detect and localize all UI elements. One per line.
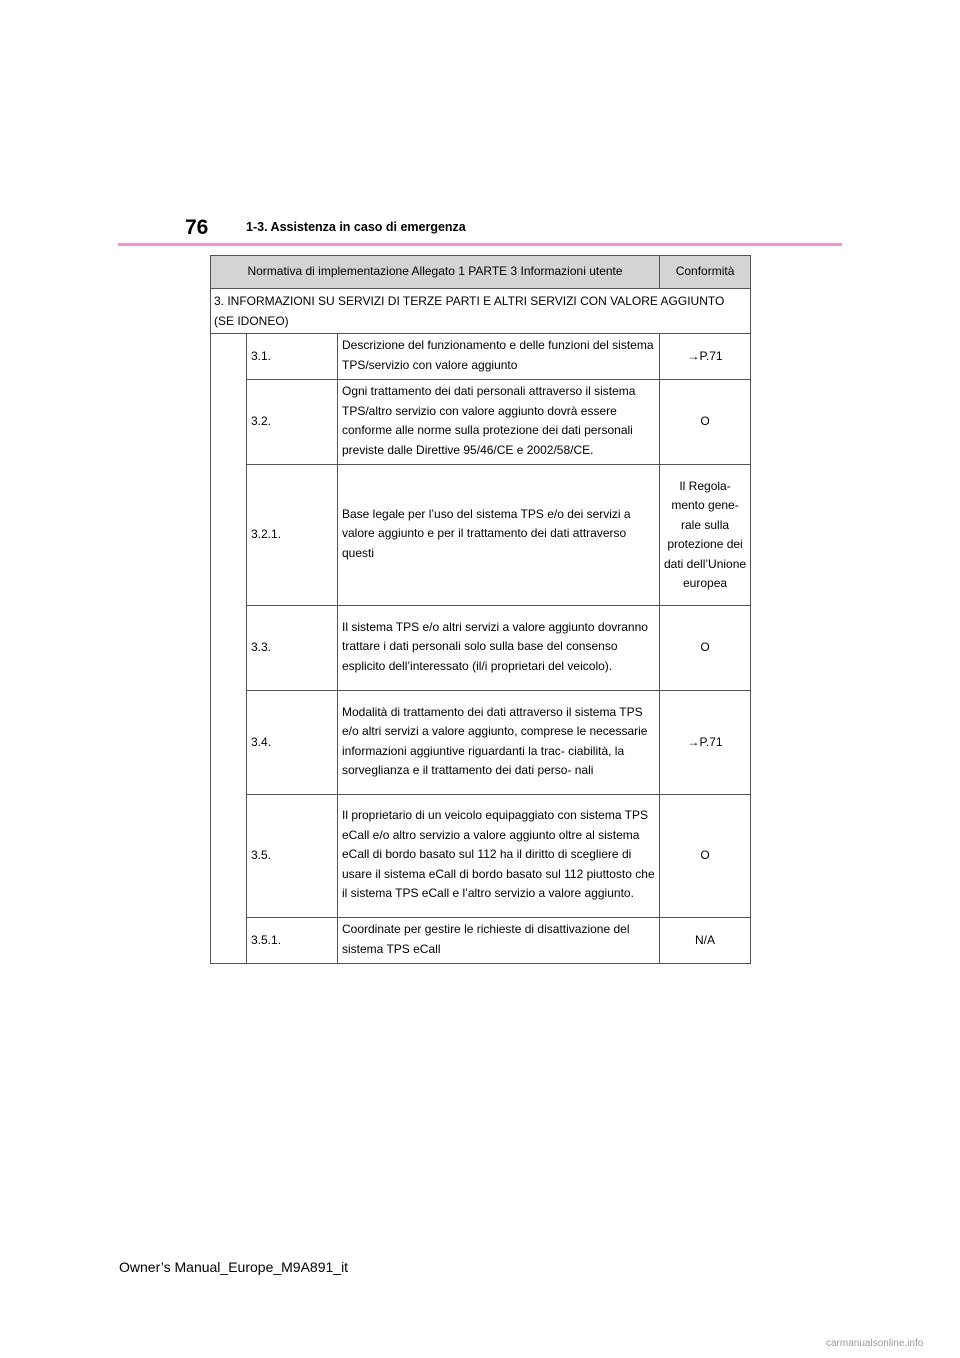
column-header-conformity: Conformità — [660, 256, 751, 289]
row-conformity: O — [660, 606, 751, 691]
indent-cell — [211, 334, 247, 964]
footer-manual-id: Owner’s Manual_Europe_M9A891_it — [119, 1259, 349, 1275]
table-row — [211, 795, 751, 918]
row-number: 3.5. — [247, 795, 338, 918]
row-conformity: →P.71 — [660, 691, 751, 795]
column-header-requirement: Normativa di implementazione Allegato 1 PARTE 3 Informazioni utente — [211, 256, 660, 289]
table-row — [211, 380, 751, 465]
page-number: 76 — [185, 216, 209, 239]
compliance-table — [210, 255, 751, 964]
row-number: 3.2. — [247, 380, 338, 465]
row-conformity: O — [660, 380, 751, 465]
row-number: 3.4. — [247, 691, 338, 795]
row-description: Coordinate per gestire le richieste di disattivazione del sistema TPS eCall — [338, 918, 660, 964]
table-row — [211, 691, 751, 795]
watermark: carmanualsonline.info — [826, 1338, 924, 1349]
row-conformity: N/A — [660, 918, 751, 964]
section-heading-row — [211, 289, 751, 334]
row-number: 3.5.1. — [247, 918, 338, 964]
row-description: Descrizione del funzionamento e delle funzioni del sistema TPS/servizio con valore aggiunto — [338, 334, 660, 380]
table-row — [211, 334, 751, 380]
table-row — [211, 606, 751, 691]
row-conformity: O — [660, 795, 751, 918]
section-heading: 3. INFORMAZIONI SU SERVIZI DI TERZE PARTI E ALTRI SERVIZI CON VALORE AGGIUNTO (SE IDONEO) — [211, 289, 751, 334]
row-conformity — [660, 465, 751, 606]
row-number: 3.3. — [247, 606, 338, 691]
row-number: 3.1. — [247, 334, 338, 380]
table-row — [211, 918, 751, 964]
row-number: 3.2.1. — [247, 465, 338, 606]
table-header-row — [211, 256, 751, 289]
row-description: Ogni trattamento dei dati personali attraverso il sistema TPS/altro servizio con valore aggiunto dovrà essere conforme alle norme sulla protezione dei dati personali previste dalle Direttive 95/46/CE e 2002/58/CE. — [338, 380, 660, 465]
row-description: Il proprietario di un veicolo equipaggiato con sistema TPS eCall e/o altro servizio a valore aggiunto oltre al sistema eCall di bordo basato sul 112 ha il diritto di scegliere di usare il sistema eCall di bordo basato sul 112 piuttosto che il sistema TPS eCall e l’altro servizio a valore aggiunto. — [338, 795, 660, 918]
row-description: Modalità di trattamento dei dati attraverso il sistema TPS e/o altri servizi a valore aggiunto, comprese le necessarie informazioni aggiuntive riguardanti la trac- ciabilità, la sorveglianza e il trattamento dei dati perso- nali — [338, 691, 660, 795]
table-row — [211, 465, 751, 606]
header-divider — [118, 243, 842, 246]
row-conformity-text: Il Regola- mento gene- rale sulla protezione dei dati dell’Unione europea — [664, 478, 747, 590]
row-description: Il sistema TPS e/o altri servizi a valore aggiunto dovranno trattare i dati personali solo sulla base del consenso esplicito dell’interessato (il/i proprietari del veicolo). — [338, 606, 660, 691]
row-conformity: →P.71 — [660, 334, 751, 380]
row-description: Base legale per l’uso del sistema TPS e/o dei servizi a valore aggiunto e per il trattamento dei dati attraverso questi — [338, 465, 660, 606]
section-title: 1-3. Assistenza in caso di emergenza — [246, 220, 466, 234]
